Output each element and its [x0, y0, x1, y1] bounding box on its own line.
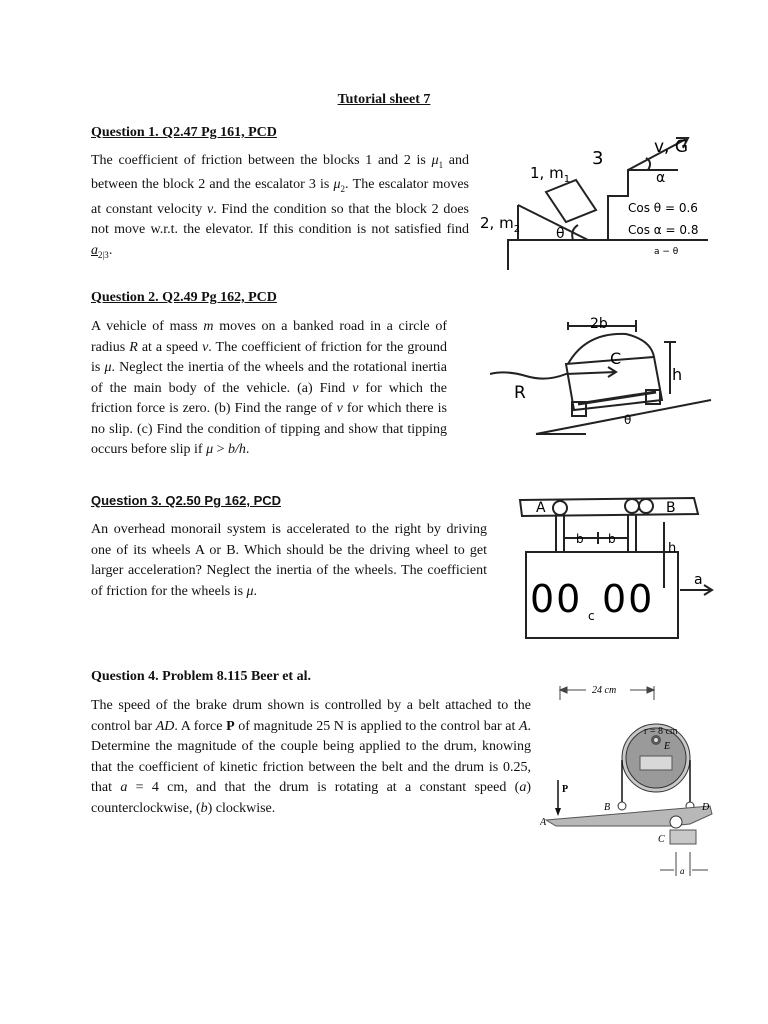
text-run: of magnitude 25 N is applied to the control bar at: [234, 718, 519, 734]
label-h: h: [672, 365, 683, 384]
label-accel: a: [694, 572, 703, 588]
text-run: .: [245, 442, 250, 457]
text-run: .: [253, 583, 258, 599]
label-r: R: [514, 383, 526, 403]
label-display-left: 00: [530, 577, 583, 621]
text-run: A: [518, 718, 528, 734]
text-run: The speed of the brake drum shown is controlled by a belt attached to the control bar: [91, 698, 531, 734]
label-2-m2: 2, $m_2$: [480, 214, 521, 235]
text-run: v: [352, 380, 359, 396]
text-run: . The escalator moves at constant velocity: [91, 177, 470, 217]
text-run: ) counterclockwise, (: [91, 780, 531, 816]
label-alpha: α: [656, 170, 666, 186]
label-note: a − θ: [654, 247, 679, 257]
question-1-figure: [478, 120, 713, 272]
text-run: An overhead monorail system is accelerated to the right by driving one of its wheels A or B. Which should be the driving wheel to get larger acceleration? Neglect the inertia of the wheels. The coefficient of friction for the wheels is: [91, 522, 487, 599]
label-a: A: [540, 817, 547, 828]
question-3-body: [91, 520, 487, 602]
page-title: Tutorial sheet 7: [337, 92, 431, 107]
label-b-wheel: B: [666, 500, 676, 516]
question-2-heading: Question 2. Q2.49 Pg 162, PCD: [91, 290, 277, 305]
label-24cm: 24 cm: [592, 685, 617, 696]
label-b-dim-1: b: [576, 532, 584, 546]
text-run: >: [213, 442, 229, 457]
question-2-body: [91, 317, 447, 461]
text-run: a: [91, 242, 98, 258]
text-run: b: [200, 800, 208, 816]
text-run: AD: [155, 718, 175, 734]
question-1-heading: Question 1. Q2.47 Pg 161, PCD: [91, 125, 277, 140]
label-h-3: h: [668, 541, 677, 556]
label-3: 3: [592, 148, 604, 169]
label-display-right: 00: [602, 577, 655, 621]
text-run: . A force: [174, 718, 227, 734]
label-d: D: [702, 802, 710, 813]
label-c-4: C: [658, 834, 665, 845]
question-1-body: [91, 151, 469, 265]
label-a-dim: a: [680, 866, 685, 876]
text-run: P: [226, 718, 235, 734]
text-run: b/h: [228, 442, 246, 457]
label-b-dim-2: b: [608, 532, 616, 546]
label-v-g: v, G: [654, 137, 689, 157]
text-run: 2: [340, 184, 346, 195]
text-run: v: [336, 401, 343, 416]
text-run: for which the friction force is zero. (b) Find the range of: [91, 380, 447, 416]
label-b: B: [604, 802, 611, 813]
text-run: 2|3: [98, 249, 109, 260]
text-run: . Find the condition so that the block 2 does not move w.r.t. the elevator. If this condition is not satisfied find: [91, 201, 469, 238]
text-run: R: [129, 339, 138, 355]
text-run: a: [120, 780, 128, 795]
text-run: at a speed: [137, 339, 203, 355]
text-run: μ: [104, 360, 112, 375]
question-2-figure: [486, 312, 716, 437]
label-c-3: c: [588, 609, 595, 623]
text-run: . Determine the magnitude of the couple being applied to the drum, knowing that the coefficient of kinetic friction between the belt and the drum is 0.25, that: [91, 718, 531, 795]
text-run: A vehicle of mass: [91, 319, 204, 334]
label-a-wheel: A: [536, 500, 546, 516]
label-theta: θ: [556, 226, 565, 242]
label-radius: r = 8 cm: [644, 726, 678, 737]
text-run: μ: [206, 442, 214, 457]
text-run: m: [203, 319, 214, 334]
text-run: ) clockwise.: [207, 800, 276, 816]
text-run: μ: [246, 583, 254, 599]
label-1-m1: 1, $m_1$: [530, 164, 571, 185]
question-4-heading: Question 4. Problem 8.115 Beer et al.: [91, 669, 311, 684]
text-run: . The coefficient of friction for the ground is: [91, 339, 447, 375]
text-run: = 4 cm, and that the drum is rotating at a constant speed (: [127, 780, 520, 795]
question-4-body: [91, 696, 531, 819]
text-run: moves on a banked road in a circle of radius: [91, 319, 448, 355]
text-run: . Neglect the inertia of the wheels and the rotational inertia of the main body of the vehicle. (a) Find: [91, 360, 447, 396]
text-run: The coefficient of friction between the blocks 1 and 2 is: [91, 153, 432, 168]
text-run: .: [108, 242, 113, 258]
label-c: C: [610, 349, 622, 368]
text-run: μ: [431, 153, 439, 168]
text-run: and between the block 2 and the escalator 3 is: [91, 153, 469, 193]
text-run: a: [519, 780, 527, 795]
text-run: 1: [438, 159, 444, 170]
text-run: for which there is no slip. (c) Find the condition of tipping and show that tipping occurs before slip if: [91, 401, 447, 457]
label-cos-theta: Cos θ = 0.6: [628, 201, 698, 215]
question-3-heading: Question 3. Q2.50 Pg 162, PCD: [91, 493, 282, 508]
label-cos-alpha: Cos α = 0.8: [628, 223, 699, 237]
text-run: μ: [333, 177, 341, 193]
question-4-figure: [540, 680, 720, 895]
label-theta-2: θ: [624, 413, 632, 427]
label-p: P: [562, 784, 569, 795]
text-run: v: [206, 201, 214, 217]
label-2b: 2b: [590, 316, 608, 332]
text-run: v: [202, 339, 209, 355]
label-e: E: [664, 741, 671, 752]
question-3-figure: [516, 488, 716, 648]
